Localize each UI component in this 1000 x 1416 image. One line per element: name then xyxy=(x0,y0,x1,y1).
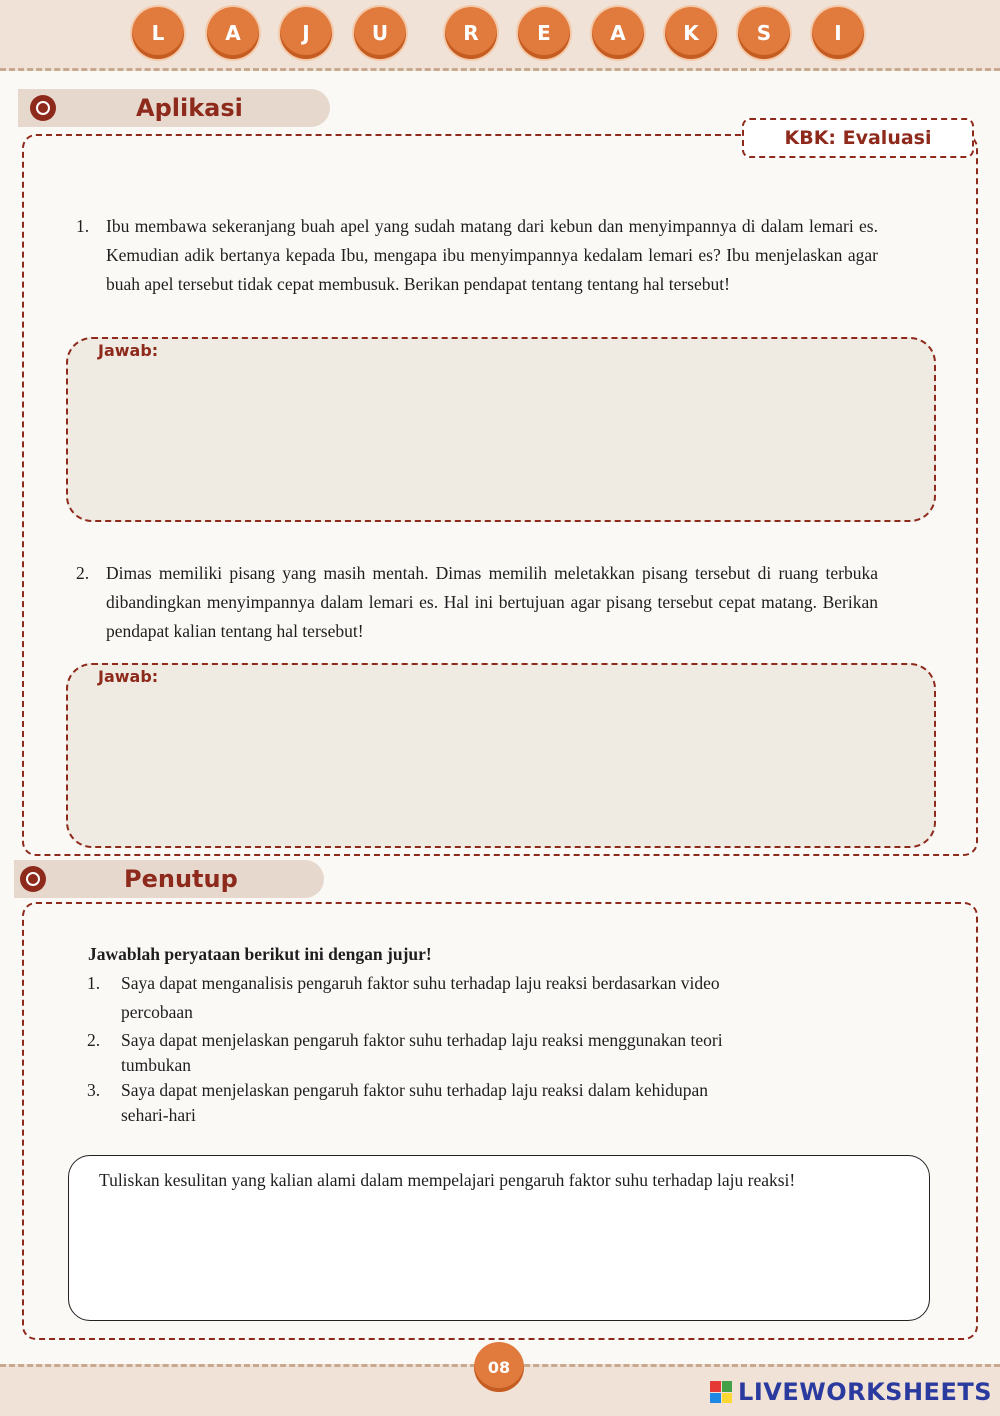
statement-item xyxy=(87,970,841,1026)
kbk-badge: KBK: Evaluasi xyxy=(742,118,974,158)
liveworksheets-logo xyxy=(710,1378,992,1406)
question-number: 1. xyxy=(76,216,90,236)
question-2 xyxy=(76,559,878,646)
title-letters xyxy=(0,7,1000,63)
instruction-text: Jawablah peryataan berikut ini dengan jujur! xyxy=(88,944,432,964)
statement-item xyxy=(87,1028,841,1078)
title-letter: I xyxy=(812,7,864,59)
statement-number: 2. xyxy=(87,1030,101,1050)
section-title: Aplikasi xyxy=(136,94,243,122)
answer-box-2[interactable] xyxy=(66,663,936,848)
search-icon xyxy=(30,95,56,121)
question-number: 2. xyxy=(76,563,90,583)
statement-line: Saya dapat menjelaskan pengaruh faktor suhu terhadap laju reaksi menggunakan teori xyxy=(121,1030,723,1050)
title-letter: R xyxy=(445,7,497,59)
title-letter: U xyxy=(354,7,406,59)
title-letter: S xyxy=(738,7,790,59)
question-text: Ibu membawa sekeranjang buah apel yang sudah matang dari kebun dan menyimpannya di dalam lemari es. Kemudian adik bertanya kepada Ibu, mengapa ibu menyimpannya kedalam lemari es? Ibu menjelaskan agar buah apel tersebut tidak cepat membusuk. Berikan pendapat tentang tentang hal tersebut! xyxy=(106,216,878,294)
statement-line: tumbukan xyxy=(121,1055,191,1075)
page-number: 08 xyxy=(474,1342,524,1392)
title-letter: J xyxy=(280,7,332,59)
search-icon xyxy=(20,866,46,892)
statement-line: percobaan xyxy=(121,1002,193,1022)
liveworksheets-icon xyxy=(710,1381,732,1403)
aplikasi-header xyxy=(18,89,330,127)
statement-number: 3. xyxy=(87,1080,101,1100)
statement-line: Saya dapat menjelaskan pengaruh faktor suhu terhadap laju reaksi dalam kehidupan xyxy=(121,1080,709,1100)
statement-line: Saya dapat menganalisis pengaruh faktor suhu terhadap laju reaksi berdasarkan video xyxy=(121,973,720,993)
statement-line: sehari-hari xyxy=(121,1105,196,1125)
penutup-header xyxy=(14,860,324,898)
section-title: Penutup xyxy=(124,865,238,893)
brand-name: LIVEWORKSHEETS xyxy=(738,1378,992,1406)
title-letter: E xyxy=(518,7,570,59)
question-text: Dimas memiliki pisang yang masih mentah. Dimas memilih meletakkan pisang tersebut di ruang terbuka dibandingkan menyimpannya dalam lemari es. Hal ini bertujuan agar pisang tersebut cepat matang. Berikan pendapat kalian tentang hal tersebut! xyxy=(106,563,878,641)
header-bar xyxy=(0,0,1000,71)
title-letter: A xyxy=(207,7,259,59)
title-letter: A xyxy=(592,7,644,59)
question-1 xyxy=(76,212,878,299)
statement-number: 1. xyxy=(87,973,101,993)
reflection-box[interactable] xyxy=(68,1155,930,1321)
answer-label: Jawab: xyxy=(98,667,159,686)
answer-label: Jawab: xyxy=(98,341,159,360)
title-letter: L xyxy=(132,7,184,59)
title-letter: K xyxy=(665,7,717,59)
statement-item xyxy=(87,1078,841,1128)
reflection-prompt: Tuliskan kesulitan yang kalian alami dalam mempelajari pengaruh faktor suhu terhadap laju reaksi! xyxy=(99,1170,796,1190)
answer-box-1[interactable] xyxy=(66,337,936,522)
